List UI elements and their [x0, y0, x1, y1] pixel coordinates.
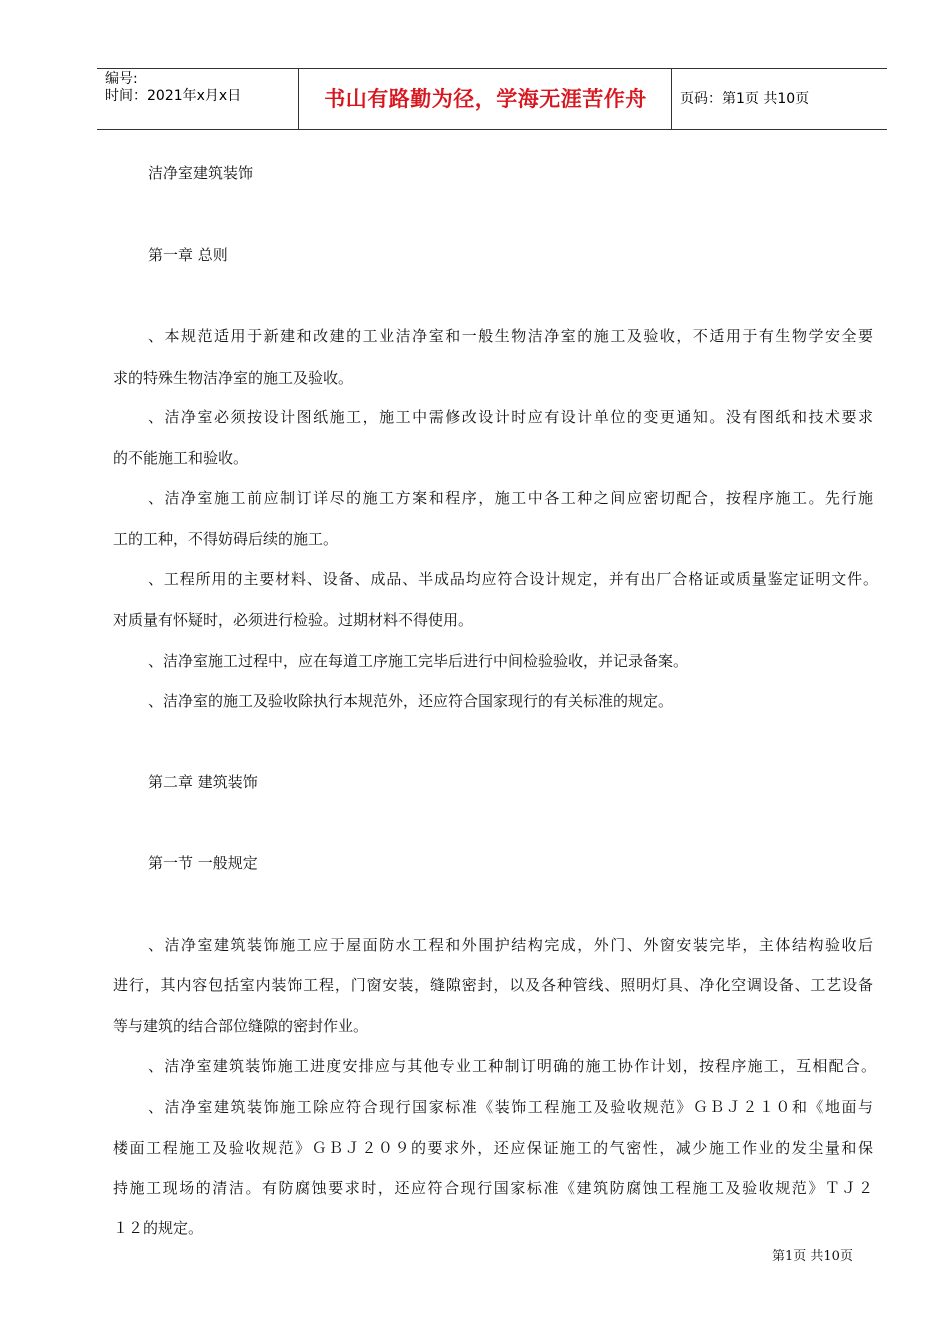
header-page-info: 页码：第1页 共10页 [680, 91, 810, 107]
paragraph-line: 进行，其内容包括室内装饰工程，门窗安装，缝隙密封，以及各种管线、照明灯具、净化空调设备、工艺设备 [113, 976, 873, 994]
paragraph-line: 、洁净室建筑装饰施工除应符合现行国家标准《装饰工程施工及验收规范》ＧＢＪ２１０和《地面与 [148, 1098, 873, 1116]
document-title: 洁净室建筑装饰 [148, 164, 254, 182]
paragraph-line: １２的规定。 [113, 1219, 204, 1237]
paragraph-line: 持施工现场的清洁。有防腐蚀要求时，还应符合现行国家标准《建筑防腐蚀工程施工及验收规范》ＴＪ２ [113, 1179, 873, 1197]
section-1-title: 第一节 一般规定 [148, 854, 258, 872]
paragraph-line: 等与建筑的结合部位缝隙的密封作业。 [113, 1017, 369, 1035]
paragraph-line: 、洁净室必须按设计图纸施工，施工中需修改设计时应有设计单位的变更通知。没有图纸和技术要求 [148, 408, 873, 426]
paragraph-line: 、洁净室的施工及验收除执行本规范外，还应符合国家现行的有关标准的规定。 [148, 692, 674, 710]
time-label: 时间：2021年x月x日 [105, 88, 242, 104]
chapter-2-title: 第二章 建筑装饰 [148, 773, 258, 791]
header-motto: 书山有路勤为径，学海无涯苦作舟 [324, 87, 647, 111]
paragraph-line: 、工程所用的主要材料、设备、成品、半成品均应符合设计规定，并有出厂合格证或质量鉴定证明文件。 [148, 570, 878, 588]
paragraph-line: 、洁净室建筑装饰施工应于屋面防水工程和外围护结构完成，外门、外窗安装完毕，主体结构验收后 [148, 936, 873, 954]
header-divider [671, 69, 672, 129]
paragraph-line: 工的工种，不得妨碍后续的施工。 [113, 530, 339, 548]
serial-label: 编号: [105, 71, 138, 87]
chapter-1-title: 第一章 总则 [148, 246, 228, 264]
paragraph-line: 对质量有怀疑时，必须进行检验。过期材料不得使用。 [113, 611, 474, 629]
paragraph-line: 求的特殊生物洁净室的施工及验收。 [113, 369, 354, 387]
paragraph-line: 、洁净室施工前应制订详尽的施工方案和程序，施工中各工种之间应密切配合，按程序施工。先行施 [148, 489, 873, 507]
paragraph-line: 楼面工程施工及验收规范》ＧＢＪ２０９的要求外，还应保证施工的气密性，减少施工作业的发尘量和保 [113, 1139, 873, 1157]
page-header [97, 68, 887, 130]
paragraph-line: 、洁净室施工过程中，应在每道工序施工完毕后进行中间检验验收，并记录备案。 [148, 652, 689, 670]
paragraph-line: 的不能施工和验收。 [113, 449, 249, 467]
paragraph-line: 、本规范适用于新建和改建的工业洁净室和一般生物洁净室的施工及验收，不适用于有生物学安全要 [148, 327, 873, 345]
page-footer: 第1页 共10页 [772, 1249, 853, 1264]
paragraph-line: 、洁净室建筑装饰施工进度安排应与其他专业工种制订明确的施工协作计划，按程序施工，互相配合。 [148, 1057, 876, 1075]
header-meta [105, 71, 241, 105]
